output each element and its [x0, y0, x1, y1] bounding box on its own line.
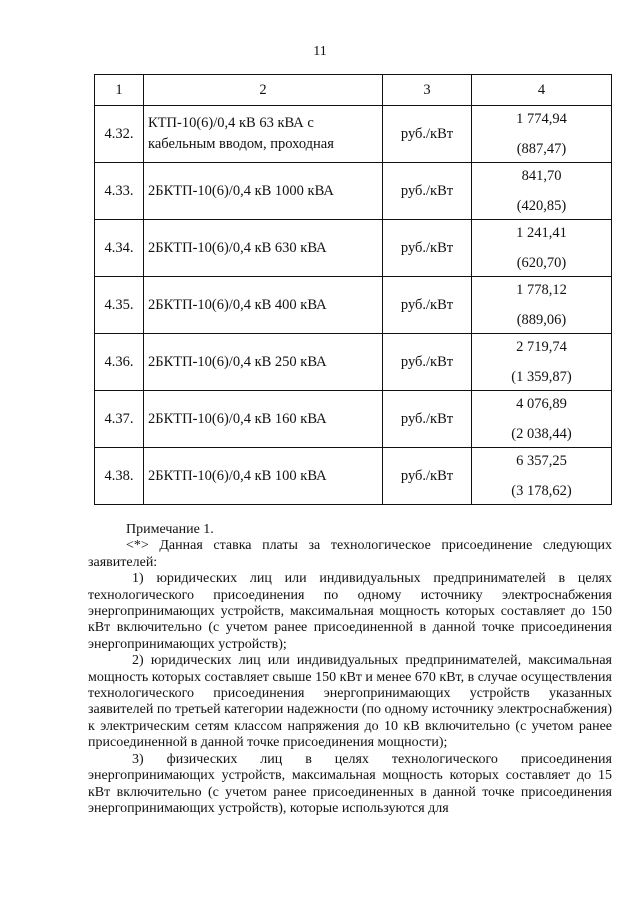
- rate-value: 6 357,25: [516, 453, 567, 469]
- row-number: 4.32.: [95, 106, 144, 163]
- unit: руб./кВт: [383, 448, 472, 505]
- table-row: [95, 334, 612, 391]
- rate-cell: [472, 334, 612, 391]
- rate-value: 4 076,89: [516, 396, 567, 412]
- table-row: [95, 163, 612, 220]
- rate-value: 1 778,12: [516, 282, 567, 298]
- equipment-name: 2БКТП-10(6)/0,4 кВ 250 кВА: [144, 334, 383, 391]
- rate-cell: [472, 220, 612, 277]
- equipment-name: КТП-10(6)/0,4 кВ 63 кВА с кабельным вводом, проходная: [144, 106, 383, 163]
- row-number: 4.35.: [95, 277, 144, 334]
- rate-value: 1 774,94: [516, 111, 567, 127]
- row-number: 4.38.: [95, 448, 144, 505]
- note-item: 3) физических лиц в целях технологического присоединения энергопринимающих устройств, максимальная мощность которых составляет до 15 кВт включительно (с учетом ранее присоединенных в данной точке присоединения энергопринимающих устройств), которые используются для: [88, 751, 612, 816]
- unit: руб./кВт: [383, 220, 472, 277]
- rate-value: 2 719,74: [516, 339, 567, 355]
- rate-value-alt: (2 038,44): [511, 426, 572, 442]
- equipment-name: 2БКТП-10(6)/0,4 кВ 1000 кВА: [144, 163, 383, 220]
- unit: руб./кВт: [383, 334, 472, 391]
- row-number: 4.37.: [95, 391, 144, 448]
- table-row: [95, 277, 612, 334]
- row-number: 4.33.: [95, 163, 144, 220]
- table-row: [95, 448, 612, 505]
- table-row: [95, 391, 612, 448]
- column-header-4: 4: [472, 75, 612, 106]
- table-row: [95, 220, 612, 277]
- table-header-row: [95, 75, 612, 106]
- rate-cell: [472, 448, 612, 505]
- rate-value-alt: (620,70): [516, 255, 567, 271]
- rate-value-alt: (889,06): [516, 312, 567, 328]
- equipment-name: 2БКТП-10(6)/0,4 кВ 160 кВА: [144, 391, 383, 448]
- unit: руб./кВт: [383, 163, 472, 220]
- column-header-1: 1: [95, 75, 144, 106]
- unit: руб./кВт: [383, 277, 472, 334]
- row-number: 4.36.: [95, 334, 144, 391]
- rate-cell: [472, 163, 612, 220]
- unit: руб./кВт: [383, 106, 472, 163]
- equipment-name: 2БКТП-10(6)/0,4 кВ 100 кВА: [144, 448, 383, 505]
- note-item: 1) юридических лиц или индивидуальных предпринимателей в целях технологического присоединения по одному источнику электроснабжения энергопринимающих устройств, максимальная мощность которых составляет до 150 кВт включительно (с учетом ранее присоединенной в данной точке присоединения энергопринимающих устройств);: [88, 571, 612, 652]
- equipment-name: 2БКТП-10(6)/0,4 кВ 400 кВА: [144, 277, 383, 334]
- tariff-table: [94, 74, 612, 505]
- rate-cell: [472, 277, 612, 334]
- page-number: 11: [313, 44, 327, 59]
- note-title: Примечание 1.: [126, 522, 214, 537]
- note-intro: <*> Данная ставка платы за технологическое присоединение следующих заявителей:: [88, 538, 612, 570]
- table-row: [95, 106, 612, 163]
- rate-cell: [472, 391, 612, 448]
- rate-value-alt: (1 359,87): [511, 369, 572, 385]
- note-item: 2) юридических лиц или индивидуальных предпринимателей, максимальная мощность которых составляет свыше 150 кВт и менее 670 кВт, в случае осуществления технологического присоединения энергопринимающих устройств указанных заявителей по третьей категории надежности (по одному источнику электроснабжения) к электрическим сетям классом напряжения до 10 кВ включительно (с учетом ранее присоединенной в данной точке присоединения мощности);: [88, 653, 612, 751]
- rate-value-alt: (3 178,62): [511, 483, 572, 499]
- unit: руб./кВт: [383, 391, 472, 448]
- equipment-name: 2БКТП-10(6)/0,4 кВ 630 кВА: [144, 220, 383, 277]
- column-header-2: 2: [144, 75, 383, 106]
- rate-value: 841,70: [521, 168, 562, 184]
- notes-section: [88, 522, 612, 817]
- rate-value-alt: (420,85): [516, 198, 567, 214]
- row-number: 4.34.: [95, 220, 144, 277]
- rate-cell: [472, 106, 612, 163]
- rate-value: 1 241,41: [516, 225, 567, 241]
- rate-value-alt: (887,47): [516, 141, 567, 157]
- column-header-3: 3: [383, 75, 472, 106]
